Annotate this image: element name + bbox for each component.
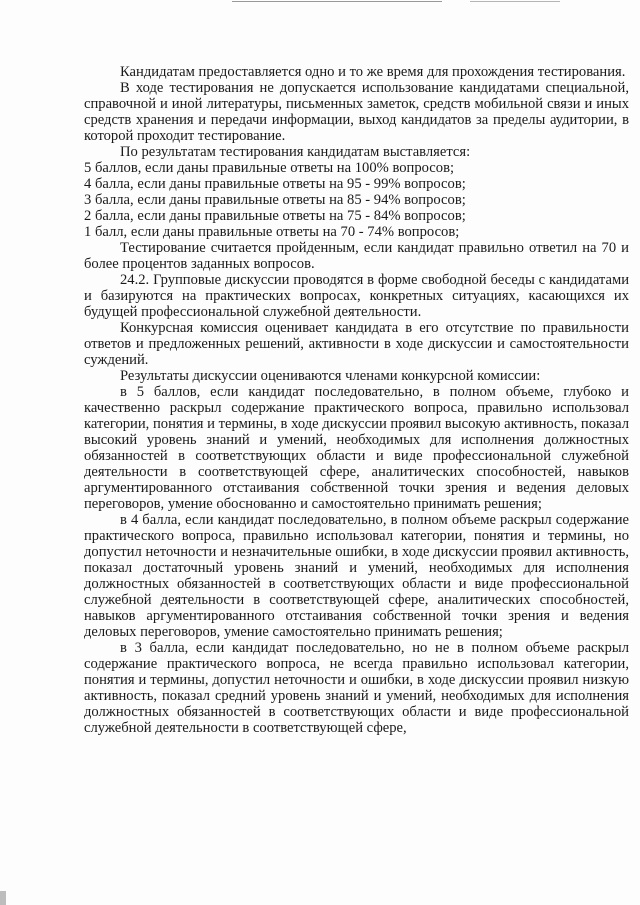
paragraph-discussion-score-3: в 3 балла, если кандидат последовательно, но не в полном объеме раскрыл содержание практического вопроса, не всегда правильно использовал категории, понятия и термины, допустил неточности и ошибки, в ходе дискуссии проявил низкую активность, показал средний уровень знаний и умений, необходимых для исполнения должностных обязанностей в соответствующих области и виде профессиональной служебной деятельности в соответствующей сфере, <box>84 640 629 736</box>
paragraph-group-discussions: 24.2. Групповые дискуссии проводятся в форме свободной беседы с кандидатами и базируются на практических вопросах, конкретных ситуациях, касающихся их будущей профессиональной служебной деятельности. <box>84 272 629 320</box>
scan-edge-line <box>232 1 442 2</box>
paragraph-testing-passed: Тестирование считается пройденным, если кандидат правильно ответил на 70 и более процентов заданных вопросов. <box>84 240 629 272</box>
score-item-5: 5 баллов, если даны правильные ответы на 100% вопросов; <box>84 160 455 176</box>
score-item-2: 2 балла, если даны правильные ответы на 75 - 84% вопросов; <box>84 208 466 224</box>
score-item-1: 1 балл, если даны правильные ответы на 70 - 74% вопросов; <box>84 224 460 240</box>
scan-edge-mark <box>0 891 6 905</box>
paragraph-testing-time: Кандидатам предоставляется одно и то же время для прохождения тестирования. <box>120 64 626 80</box>
document-body <box>84 64 629 736</box>
paragraph-discussion-score-4: в 4 балла, если кандидат последовательно, в полном объеме раскрыл содержание практического вопроса, правильно использовал категории, понятия и термины, но допустил неточности и незначительные ошибки, в ходе дискуссии проявил активность, показал достаточный уровень знаний и умений, необходимых для исполнения должностных обязанностей в соответствующих области и виде профессиональной служебной деятельности в соответствующей сфере, аналитических способностей, навыков аргументированного отстаивания собственной точки зрения и ведения деловых переговоров, умение самостоятельно принимать решения; <box>84 512 629 640</box>
score-item-4: 4 балла, если даны правильные ответы на 95 - 99% вопросов; <box>84 176 466 192</box>
paragraph-commission-evaluation: Конкурсная комиссия оценивает кандидата в его отсутствие по правильности ответов и предложенных решений, активности в ходе дискуссии и самостоятельности суждений. <box>84 320 629 368</box>
paragraph-scoring-intro: По результатам тестирования кандидатам выставляется: <box>120 144 471 160</box>
score-item-3: 3 балла, если даны правильные ответы на 85 - 94% вопросов; <box>84 192 466 208</box>
scan-edge-line <box>470 1 560 2</box>
paragraph-discussion-results: Результаты дискуссии оцениваются членами конкурсной комиссии: <box>120 368 541 384</box>
paragraph-testing-rules: В ходе тестирования не допускается использование кандидатами специальной, справочной и иной литературы, письменных заметок, средств мобильной связи и иных средств хранения и передачи информации, выход кандидатов за пределы аудитории, в которой проходит тестирование. <box>84 80 629 144</box>
paragraph-discussion-score-5: в 5 баллов, если кандидат последовательно, в полном объеме, глубоко и качественно раскрыл содержание практического вопроса, правильно использовал категории, понятия и термины, в ходе дискуссии проявил высокую активность, показал высокий уровень знаний и умений, необходимых для исполнения должностных обязанностей в соответствующих области и виде профессиональной служебной деятельности в соответствующей сфере, аналитических способностей, навыков аргументированного отстаивания собственной точки зрения и ведения деловых переговоров, умение обоснованно и самостоятельно принимать решения; <box>84 384 629 512</box>
